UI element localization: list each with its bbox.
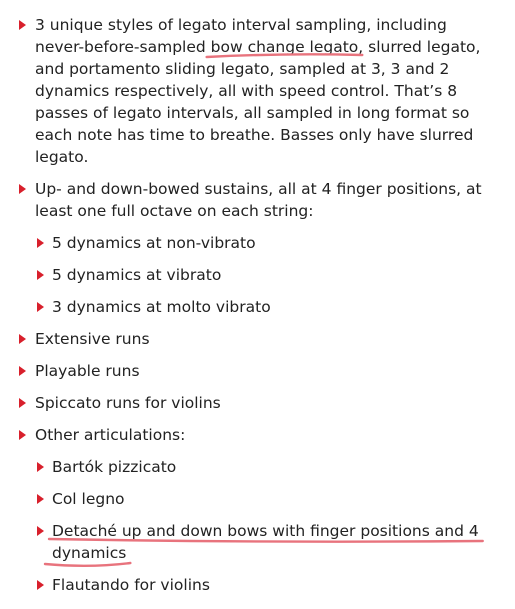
list-item-text-line: 3 unique styles of legato interval sampling, including [35, 16, 447, 34]
list-item-text-line: 5 dynamics at vibrato [52, 266, 222, 284]
triangle-right-icon [37, 526, 44, 536]
list-item-text-line: Extensive runs [35, 330, 150, 348]
list-item-text-line: Detaché up and down bows with finger positions and 4 [52, 522, 479, 540]
list-item-text-line: passes of legato intervals, all sampled in long format so [35, 104, 470, 122]
triangle-right-icon [37, 494, 44, 504]
triangle-right-icon [19, 20, 26, 30]
list-item-text-line: least one full octave on each string: [35, 202, 314, 220]
list-item-text-line: Other articulations: [35, 426, 186, 444]
list-item-text-line: dynamics [52, 544, 127, 562]
triangle-right-icon [19, 334, 26, 344]
triangle-right-icon [19, 430, 26, 440]
triangle-right-icon [37, 238, 44, 248]
list-item-text-line: Playable runs [35, 362, 140, 380]
list-item-text-line: and portamento sliding legato, sampled at 3, 3 and 2 [35, 60, 450, 78]
list-item-text-line: 5 dynamics at non-vibrato [52, 234, 256, 252]
list-item-text-line: Spiccato runs for violins [35, 394, 221, 412]
triangle-right-icon [19, 366, 26, 376]
list-item-text-line: Flautando for violins [52, 576, 210, 594]
triangle-right-icon [37, 462, 44, 472]
triangle-right-icon [19, 184, 26, 194]
triangle-right-icon [37, 580, 44, 590]
list-item-text-line: Bartók pizzicato [52, 458, 177, 476]
list-item-text-line: Up- and down-bowed sustains, all at 4 finger positions, at [35, 180, 482, 198]
triangle-right-icon [19, 398, 26, 408]
list-item-text-line: each note has time to breathe. Basses only have slurred [35, 126, 474, 144]
list-item-text-line: legato. [35, 148, 89, 166]
list-item-text-line: dynamics respectively, all with speed control. That’s 8 [35, 82, 458, 100]
list-item-text-line: Col legno [52, 490, 125, 508]
triangle-right-icon [37, 270, 44, 280]
list-item-text-line: 3 dynamics at molto vibrato [52, 298, 271, 316]
triangle-right-icon [37, 302, 44, 312]
list-item-text-line: never-before-sampled bow change legato, slurred legato, [35, 38, 481, 56]
